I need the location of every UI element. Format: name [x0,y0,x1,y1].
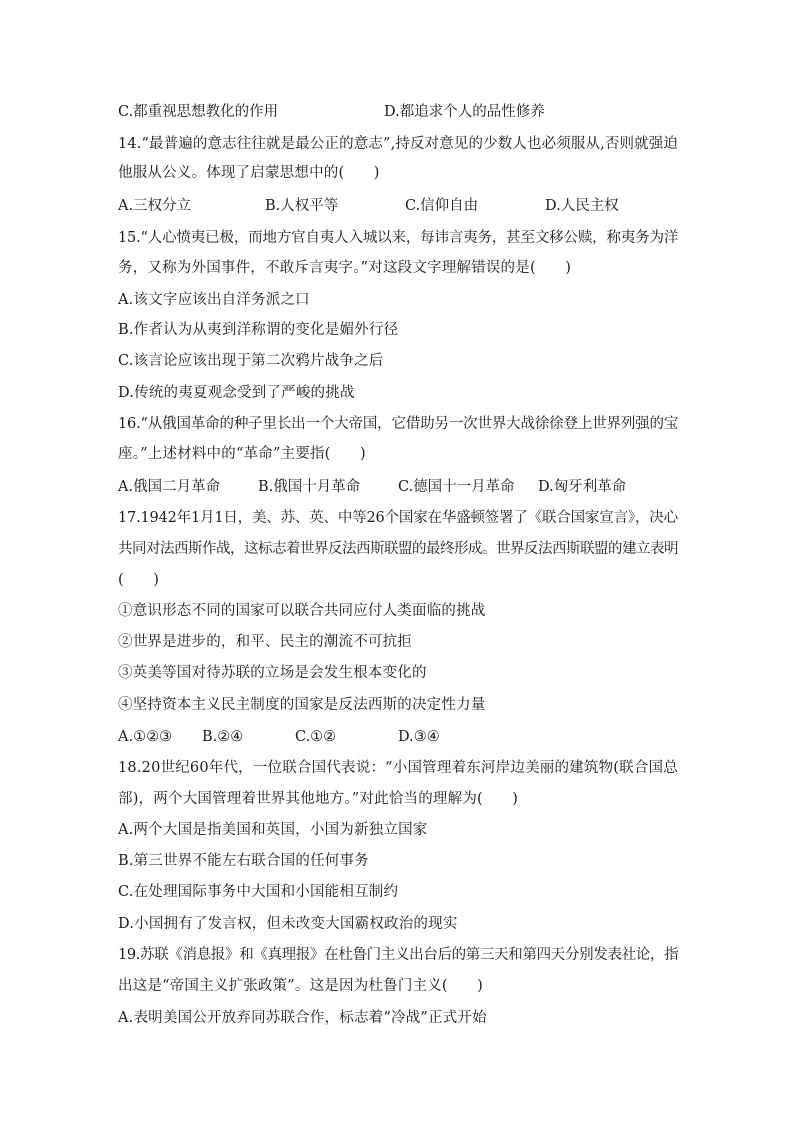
q16-option-d: D.匈牙利革命 [538,479,627,495]
q14-stem-line-1: 14.“最普遍的意志往往就是最公正的意志”,持反对意见的少数人也必须服从,否则就强迫 [118,136,679,152]
q17-item-2: ②世界是进步的，和平、民主的潮流不可抗拒 [118,634,412,650]
q16-option-b: B.俄国十月革命 [258,479,361,495]
q18-option-a: A.两个大国是指美国和英国，小国为新独立国家 [118,822,428,838]
q18-stem-line-1: 18.20世纪60年代，一位联合国代表说：“小国管理着东河岸边美丽的建筑物(联合国总 [118,760,678,776]
q14-option-d: D.人民主权 [545,198,619,214]
q17-option-d: D.③④ [398,729,440,745]
q14-option-a: A.三权分立 [118,198,192,214]
q15-option-d: D.传统的夷夏观念受到了严峻的挑战 [118,385,355,401]
q18-option-d: D.小国拥有了发言权，但未改变大国霸权政治的现实 [118,916,458,932]
q13-option-d: D.都追求个人的品性修养 [384,104,545,120]
q19-stem-line-2: 出这是“帝国主义扩张政策”。这是因为杜鲁门主义( ) [118,978,484,994]
q17-stem-line-1: 17.1942年1月1日，美、苏、英、中等26个国家在华盛顿签署了《联合国家宣言》，决心 [118,510,678,526]
q19-stem-line-1: 19.苏联《消息报》和《真理报》在杜鲁门主义出台后的第三天和第四天分别发表社论，指 [118,947,679,963]
q17-item-1: ①意识形态不同的国家可以联合共同应付人类面临的挑战 [118,603,486,619]
q16-option-a: A.俄国二月革命 [118,479,221,495]
q15-option-c: C.该言论应该出现于第二次鸦片战争之后 [118,353,384,369]
q18-option-b: B.第三世界不能左右联合国的任何事务 [118,853,369,869]
q18-stem-line-2: 部)，两个大国管理着世界其他地方。”对此恰当的理解为( ) [118,791,519,807]
q13-option-c: C.都重视思想教化的作用 [118,104,279,120]
q16-option-c: C.德国十一月革命 [398,479,515,495]
q17-item-4: ④坚持资本主义民主制度的国家是反法西斯的决定性力量 [118,697,486,713]
q18-option-c: C.在处理国际事务中大国和小国能相互制约 [118,884,399,900]
q14-stem-line-2: 他服从公义。体现了启蒙思想中的( ) [118,165,380,181]
q17-option-b: B.②④ [202,729,244,745]
q17-stem-line-3: ( ) [118,572,160,588]
q15-stem-line-2: 务，又称为外国事件，不敢斥言夷字。”对这段文字理解错误的是( ) [118,260,572,276]
q17-item-3: ③英美等国对待苏联的立场是会发生根本变化的 [118,665,427,681]
q17-stem-line-2: 共同对法西斯作战，这标志着世界反法西斯联盟的最终形成。世界反法西斯联盟的建立表明 [118,541,678,557]
q16-stem-line-1: 16.“从俄国革命的种子里长出一个大帝国，它借助另一次世界大战徐徐登上世界列强的宝 [118,416,679,432]
q16-stem-line-2: 座。”上述材料中的“革命”主要指( ) [118,446,366,462]
q19-option-a: A.表明美国公开放弃同苏联合作，标志着“冷战”正式开始 [118,1010,487,1026]
q15-stem-line-1: 15.“人心愤夷已极，而地方官自夷人入城以来，每讳言夷务，甚至文移公赎，称夷务为洋 [118,230,679,246]
q17-option-a: A.①②③ [118,729,173,745]
q17-option-c: C.①② [295,729,337,745]
q15-option-b: B.作者认为从夷到洋称谓的变化是媚外行径 [118,322,399,338]
q14-option-c: C.信仰自由 [405,198,479,214]
q15-option-a: A.该文字应该出自洋务派之口 [118,292,310,308]
q14-option-b: B.人权平等 [265,198,339,214]
